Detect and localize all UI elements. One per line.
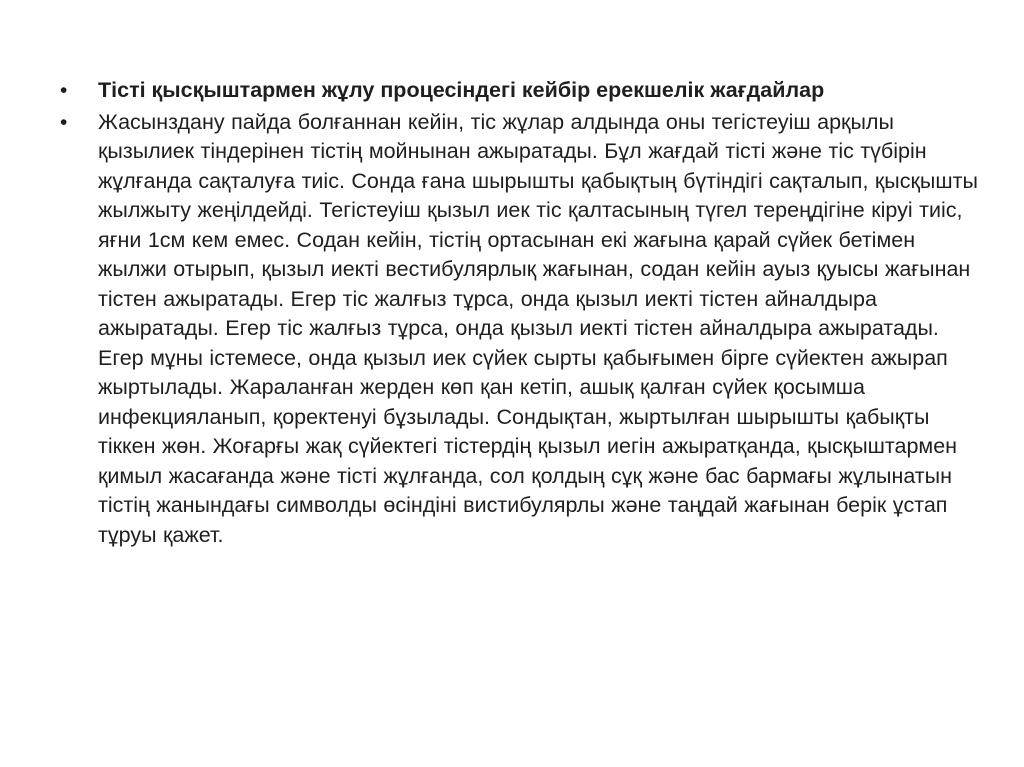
bullet-item-body xyxy=(58,108,978,551)
bullet-heading-text: Тісті қысқыштармен жұлу процесіндегі кейбір ерекшелік жағдайлар xyxy=(98,78,825,102)
bullet-item-heading xyxy=(58,76,978,106)
bullet-body-text: Жасынздану пайда болғаннан кейін, тіс жұлар алдында оны тегістеуіш арқылы қызылиек тіндерінен тістің мойнынан ажыратады. Бұл жағдай тісті және тіс түбірін жұлғанда сақталуға тиіс. Сонда ғана шырышты қабықтың бүтіндігі сақталып, қысқышты жылжыту жеңілдейді. Тегістеуіш қызыл иек тіс қалтасының түгел тереңдігіне кіруі тиіс, яғни 1см кем емес. Содан кейін, тістің ортасынан екі жағына қарай сүйек бетімен жылжи отырып, қызыл иекті вестибулярлық жағынан, содан кейін ауыз қуысы жағынан тістен ажыратады. Егер тіс жалғыз тұрса, онда қызыл иекті тістен айналдыра ажыратады. Егер тіс жалғыз тұрса, онда қызыл иекті тістен айналдыра ажыратады. Егер мұны істемесе, онда қызыл иек сүйек сырты қабығымен бірге сүйектен ажырап жыртылады. Жараланған жерден көп қан кетіп, ашық қалған сүйек қосымша инфекцияланып, қоректенуі бұзылады. Сондықтан, жыртылған шырышты қабықты тіккен жөн. Жоғарғы жақ сүйектегі тістердің қызыл иегін ажыратқанда, қысқыштармен қимыл жасағанда және тісті жұлғанда, сол қолдың сұқ және бас бармағы жұлынатын тістің жанындағы символды өсіндіні вистибулярлы және таңдай жағынан берік ұстап тұруы қажет. xyxy=(98,109,978,547)
bullet-marker: • xyxy=(60,110,68,134)
bullet-marker: • xyxy=(60,79,68,102)
bullet-list xyxy=(58,76,978,552)
